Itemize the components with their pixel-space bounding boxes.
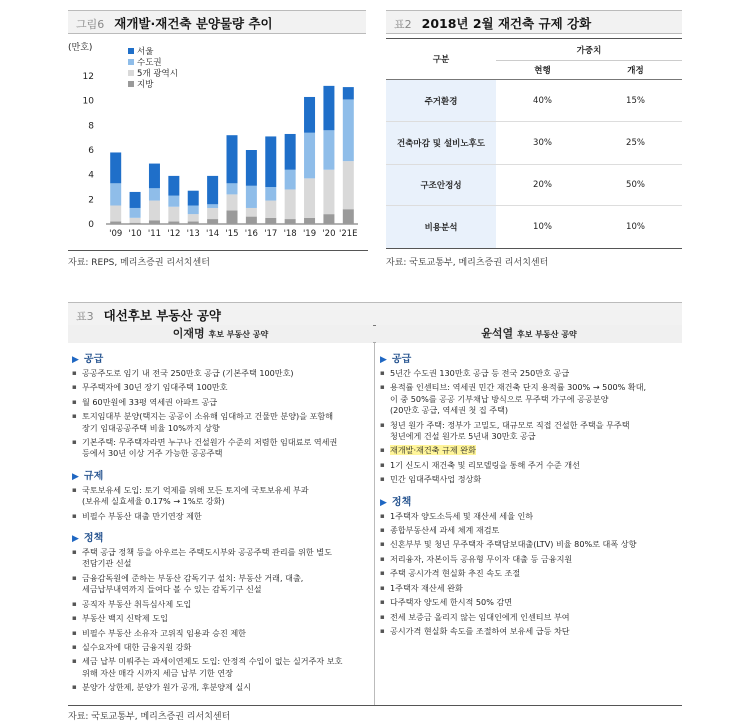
bar-segment xyxy=(285,219,296,224)
y-tick-label: 8 xyxy=(88,121,94,132)
list-item-line: 기본주택: 무주택자라면 누구나 건설원가 수준의 저렴한 임대료로 역세권 xyxy=(82,437,338,448)
legend-label: 수도권 xyxy=(137,58,162,68)
bar-segment xyxy=(188,214,199,221)
table3-left-head xyxy=(68,325,373,343)
table2-header xyxy=(386,10,682,34)
list-item-line: 세금납부내역까지 들여다 볼 수 있는 감독기구 신설 xyxy=(82,584,262,595)
triangle-bullet-icon: ▶ xyxy=(380,355,387,365)
square-bullet-icon: ▪ xyxy=(72,599,77,608)
square-bullet-icon: ▪ xyxy=(380,626,385,635)
list-item xyxy=(72,368,372,379)
list-item xyxy=(72,411,372,434)
list-item-line: 저리융자, 자본이득 공유형 무이자 대출 등 금융지원 xyxy=(390,553,573,564)
square-bullet-icon: ▪ xyxy=(380,475,385,484)
table3-tag: 표3 xyxy=(76,310,94,323)
list-item-line: 공시가격 현실화 속도를 조절하여 보유세 급등 차단 xyxy=(390,625,570,636)
bar-segment xyxy=(110,206,121,222)
list-item xyxy=(380,583,680,594)
bar-segment xyxy=(343,99,354,161)
table2-row-change: 10% xyxy=(626,222,645,232)
bar-segment xyxy=(207,219,218,224)
x-tick-label: '11 xyxy=(147,229,162,239)
square-bullet-icon: ▪ xyxy=(380,511,385,520)
table3-header xyxy=(68,302,682,326)
bar-segment xyxy=(110,152,121,183)
section-heading-label: 공급 xyxy=(83,354,104,365)
list-item-line: 분양가 상한제, 분양가 원가 공개, 후분양제 실시 xyxy=(82,682,252,693)
bar-segment xyxy=(227,135,238,183)
bar-segment xyxy=(304,218,315,224)
square-bullet-icon: ▪ xyxy=(72,614,77,623)
bar-segment xyxy=(343,161,354,209)
table3-right-column xyxy=(380,350,680,640)
y-tick-label: 12 xyxy=(82,72,94,82)
bar-segment xyxy=(227,210,238,224)
list-item-line: 토지임대부 분양(택지는 공공이 소유해 임대하고 건물만 분양)을 포함해 xyxy=(82,411,334,422)
section-heading-label: 정책 xyxy=(83,533,104,545)
bar-segment xyxy=(265,218,276,224)
square-bullet-icon: ▪ xyxy=(72,683,77,692)
bar-segment xyxy=(168,207,179,222)
list-item-line: 장기 임대공공주택 비율 10%까지 상향 xyxy=(82,422,220,433)
square-bullet-icon: ▪ xyxy=(72,485,77,494)
bar-segment xyxy=(149,201,160,221)
table3-left-suffix: 후보 부동산 공약 xyxy=(208,330,269,339)
table3-bottom-rule xyxy=(68,705,682,706)
section-heading xyxy=(72,467,372,482)
x-tick-label: '15 xyxy=(225,229,239,239)
list-item-line: 국토보유세 도입: 토기 억제를 위해 모든 토지에 국토보유세 부과 xyxy=(82,484,309,495)
list-item-line: 다주택자 양도세 한시적 50% 감면 xyxy=(390,597,513,608)
square-bullet-icon: ▪ xyxy=(380,612,385,621)
list-item-line: 비필수 부동산 대출 만기연장 제한 xyxy=(82,510,202,521)
list-item-line: 주택 공급 정책 등을 아우르는 주택도시부와 공공주택 관리를 위한 별도 xyxy=(82,547,332,558)
table3-left-name: 이재명 xyxy=(172,327,205,340)
square-bullet-icon: ▪ xyxy=(72,642,77,651)
bar-segment xyxy=(227,194,238,210)
bar-segment xyxy=(265,201,276,218)
table2-row-current: 40% xyxy=(533,95,552,106)
table2-row-label: 구조안정성 xyxy=(386,165,496,206)
square-bullet-icon: ▪ xyxy=(380,540,385,549)
bar-segment xyxy=(323,214,334,224)
y-tick-label: 0 xyxy=(88,220,94,230)
bar-segment xyxy=(246,208,257,217)
list-item-line: 5년간 수도권 130만호 공급 등 전국 250만호 공급 xyxy=(390,368,570,378)
x-tick-label: '12 xyxy=(167,229,181,239)
bar-segment xyxy=(130,223,141,224)
table-row xyxy=(386,80,682,122)
square-bullet-icon: ▪ xyxy=(380,583,385,592)
figure6-header xyxy=(68,10,366,34)
list-item xyxy=(72,397,372,408)
bar-segment xyxy=(130,208,141,218)
legend-swatch xyxy=(128,48,134,54)
x-tick-label: '09 xyxy=(109,229,123,239)
section-heading-label: 공급 xyxy=(391,354,412,365)
y-tick-label: 2 xyxy=(88,195,94,206)
section-heading-label: 정책 xyxy=(391,496,412,508)
list-item xyxy=(380,597,680,608)
section-heading xyxy=(380,493,680,508)
x-tick-label: '10 xyxy=(128,229,142,239)
list-item xyxy=(72,485,372,508)
list-item-line: 종합부동산세 과세 체계 재검토 xyxy=(390,525,500,536)
bar-segment xyxy=(188,206,199,215)
triangle-bullet-icon: ▶ xyxy=(380,497,387,508)
list-item xyxy=(380,554,680,565)
bar-segment xyxy=(149,188,160,200)
table2-row-label: 건축마감 및 설비노후도 xyxy=(386,122,496,165)
table3-right-suffix: 후보 부동산 공약 xyxy=(517,330,577,339)
bar-segment xyxy=(343,209,354,224)
bar-segment xyxy=(130,192,141,208)
bar-segment xyxy=(207,208,218,219)
table2-tag: 표2 xyxy=(394,18,412,31)
list-item xyxy=(72,642,372,653)
x-tick-label: '20 xyxy=(322,229,336,239)
list-item-line: (보유세 실효세율 0.17% → 1%로 강화) xyxy=(82,496,225,507)
list-item-line: 공직자 부동산 취득심사제 도입 xyxy=(82,598,192,609)
square-bullet-icon: ▪ xyxy=(72,548,77,557)
bar-segment xyxy=(149,220,160,224)
bar-segment xyxy=(343,87,354,99)
legend-label: 지방 xyxy=(137,80,154,90)
bar-segment xyxy=(246,217,257,224)
list-item xyxy=(72,547,372,570)
table2-col-span-head: 가중치 xyxy=(496,39,682,61)
bar-segment xyxy=(265,136,276,187)
bar-segment xyxy=(168,196,179,207)
square-bullet-icon: ▪ xyxy=(380,526,385,535)
table-row xyxy=(386,122,682,165)
figure6-source: 자료: REPS, 메리츠증권 리서치센터 xyxy=(68,258,210,268)
table2-row-label: 비용분석 xyxy=(386,206,496,249)
square-bullet-icon: ▪ xyxy=(72,438,77,447)
bar-segment xyxy=(246,150,257,186)
list-item-line: 비필수 부동산 소유자 고위직 임용과 승진 제한 xyxy=(82,627,246,638)
list-item xyxy=(380,368,680,379)
list-item xyxy=(72,613,372,624)
bar-segment xyxy=(188,222,199,224)
table2-row-label: 주거환경 xyxy=(386,80,496,122)
table2-col-group: 구분 xyxy=(386,39,496,80)
list-item-line: 용적률 인센티브: 역세권 민간 재건축 단지 용적률 300% → 500% 확대, xyxy=(390,382,647,393)
list-item-line: 실수요자에 대한 금융지원 강화 xyxy=(82,641,192,652)
bar-segment xyxy=(285,134,296,170)
list-item xyxy=(72,682,372,693)
list-item-line: 위해 자산 매각 시까지 세금 납부 기한 연장 xyxy=(82,667,233,678)
list-item-line: 청년 원가 주택: 정부가 고밀도, 대규모로 직접 건설한 주택을 무주택 xyxy=(390,419,630,430)
triangle-bullet-icon: ▶ xyxy=(72,534,79,545)
bar-segment xyxy=(130,218,141,223)
legend-swatch xyxy=(128,59,134,65)
square-bullet-icon: ▪ xyxy=(380,598,385,607)
bar-segment xyxy=(110,222,121,224)
square-bullet-icon: ▪ xyxy=(72,573,77,582)
bar-segment xyxy=(265,187,276,201)
x-tick-label: '21E xyxy=(339,229,358,239)
bar-segment xyxy=(110,183,121,205)
table3-title: 대선후보 부동산 공약 xyxy=(103,308,222,323)
list-item xyxy=(380,511,680,522)
bar-segment xyxy=(323,170,334,214)
y-tick-label: 4 xyxy=(88,170,94,181)
list-item xyxy=(380,420,680,443)
list-item-line: (20만호 공급, 역세권 첫 집 주택) xyxy=(390,405,509,416)
square-bullet-icon: ▪ xyxy=(72,657,77,666)
triangle-bullet-icon: ▶ xyxy=(72,355,79,365)
list-item-line: 월 60만원에 33평 역세권 아파트 공급 xyxy=(82,396,218,407)
table3-left-column xyxy=(72,350,372,697)
bar-segment xyxy=(207,204,218,208)
section-heading-label: 규제 xyxy=(83,470,104,482)
x-tick-label: '17 xyxy=(264,229,278,239)
square-bullet-icon: ▪ xyxy=(72,412,77,421)
list-item-line: 민간 임대주택사업 정상화 xyxy=(390,474,482,485)
square-bullet-icon: ▪ xyxy=(380,383,385,392)
square-bullet-icon: ▪ xyxy=(72,397,77,406)
table3-right-name: 윤석열 xyxy=(481,327,514,340)
list-item-line: 세금 납부 미뤄주는 과세이연제도 도입: 안정적 수입이 없는 실거주자 보호 xyxy=(82,656,343,667)
list-item-line: 재개발·재건축 규제 완화 xyxy=(390,445,476,456)
bar-segment xyxy=(323,130,334,169)
triangle-bullet-icon: ▶ xyxy=(72,471,79,482)
x-tick-label: '16 xyxy=(244,229,258,239)
list-item-line: 청년에게 건설 원가로 5년내 30만호 공급 xyxy=(390,431,536,442)
table2-title: 2018년 2월 재건축 규제 강화 xyxy=(421,16,592,31)
table2-grid xyxy=(386,38,682,249)
table-row xyxy=(386,206,682,249)
table2-row-change: 25% xyxy=(626,138,645,148)
x-tick-label: '18 xyxy=(283,229,297,239)
square-bullet-icon: ▪ xyxy=(72,383,77,392)
list-item xyxy=(380,626,680,637)
table2-row-current: 10% xyxy=(533,222,552,232)
list-item xyxy=(380,445,680,456)
legend-swatch xyxy=(128,81,134,87)
list-item xyxy=(380,539,680,550)
list-item-line: 이 중 50%를 공공 기부채납 방식으로 무주택 가구에 공공분양 xyxy=(390,393,609,404)
table2-row-change: 15% xyxy=(626,95,645,106)
square-bullet-icon: ▪ xyxy=(72,628,77,637)
list-item xyxy=(72,656,372,679)
table2-col-current: 현행 xyxy=(496,61,589,80)
list-item xyxy=(380,612,680,623)
x-tick-label: '14 xyxy=(206,229,220,239)
section-heading xyxy=(72,350,372,365)
legend-label: 서울 xyxy=(137,47,154,57)
figure6-title: 재개발·재건축 분양물량 추이 xyxy=(114,16,273,31)
square-bullet-icon: ▪ xyxy=(380,554,385,563)
figure6-bottom-rule xyxy=(68,250,368,251)
square-bullet-icon: ▪ xyxy=(380,420,385,429)
legend-label: 5개 광역시 xyxy=(137,69,178,79)
square-bullet-icon: ▪ xyxy=(380,460,385,469)
list-item-line: 무주택자에 30년 장기 임대주택 100만호 xyxy=(82,382,228,393)
square-bullet-icon: ▪ xyxy=(380,369,385,377)
list-item xyxy=(380,525,680,536)
square-bullet-icon: ▪ xyxy=(72,369,77,377)
y-unit-label: (만호) xyxy=(68,43,93,53)
list-item xyxy=(72,599,372,610)
list-item xyxy=(72,382,372,393)
bar-segment xyxy=(285,170,296,190)
list-item-line: 신혼부부 및 청년 무주택자 주택담보대출(LTV) 비율 80%로 대폭 상향 xyxy=(390,539,637,550)
bar-segment xyxy=(285,189,296,219)
square-bullet-icon: ▪ xyxy=(72,511,77,520)
figure6-chart xyxy=(68,38,368,248)
list-item-line: 1주택자 재산세 완화 xyxy=(390,582,463,593)
bar-segment xyxy=(323,86,334,130)
bar-segment xyxy=(304,133,315,179)
list-item-line: 등에서 30년 이상 거주 가능한 공공주택 xyxy=(82,448,223,459)
bar-segment xyxy=(304,178,315,217)
y-tick-label: 10 xyxy=(82,96,94,107)
section-heading xyxy=(72,529,372,544)
x-tick-label: '13 xyxy=(186,229,200,239)
x-tick-label: '19 xyxy=(302,229,317,239)
list-item xyxy=(380,382,680,416)
list-item-line: 전담기관 신설 xyxy=(82,558,132,569)
table2-row-change: 50% xyxy=(626,180,645,190)
square-bullet-icon: ▪ xyxy=(380,446,385,455)
table2-row-current: 30% xyxy=(533,138,552,148)
list-item-line: 부동산 백지 신탁제 도입 xyxy=(82,613,168,624)
table-row xyxy=(386,165,682,206)
table3-right-head xyxy=(376,325,682,343)
list-item xyxy=(72,628,372,639)
bar-segment xyxy=(227,183,238,194)
table3-source: 자료: 국토교통부, 메리츠증권 리서치센터 xyxy=(68,712,231,722)
table2-row-current: 20% xyxy=(533,180,552,190)
bar-segment xyxy=(304,97,315,133)
list-item xyxy=(380,460,680,471)
bar-segment xyxy=(188,191,199,206)
square-bullet-icon: ▪ xyxy=(380,569,385,578)
list-item xyxy=(380,568,680,579)
section-heading xyxy=(380,350,680,365)
bar-segment xyxy=(149,164,160,189)
table2-col-change: 개정 xyxy=(589,61,682,80)
list-item-line: 1기 신도시 재건축 및 리모델링을 통해 주거 수준 개선 xyxy=(390,459,580,470)
bar-segment xyxy=(246,186,257,208)
list-item xyxy=(72,511,372,522)
y-tick-label: 6 xyxy=(88,146,94,156)
legend-swatch xyxy=(128,70,134,76)
list-item-line: 1주택자 양도소득세 및 재산세 세율 인하 xyxy=(390,510,534,521)
list-item xyxy=(72,437,372,460)
bar-segment xyxy=(168,176,179,196)
table2-source: 자료: 국토교통부, 메리츠증권 리서치센터 xyxy=(386,258,549,268)
list-item-line: 금융감독원에 준하는 부동산 감독기구 설치: 부동산 거래, 대출, xyxy=(82,572,304,583)
table3-column-divider xyxy=(374,343,375,705)
bar-segment xyxy=(207,176,218,204)
list-item-line: 공공주도로 임기 내 전국 250만호 공급 (기본주택 100만호) xyxy=(82,368,294,378)
bar-segment xyxy=(168,222,179,224)
figure6-tag: 그림6 xyxy=(76,18,105,31)
list-item-line: 전세 보증금 올리지 않는 임대인에게 인센티브 부여 xyxy=(390,611,570,622)
list-item xyxy=(380,474,680,485)
list-item-line: 주택 공시가격 현실화 추진 속도 조절 xyxy=(390,568,521,579)
list-item xyxy=(72,573,372,596)
